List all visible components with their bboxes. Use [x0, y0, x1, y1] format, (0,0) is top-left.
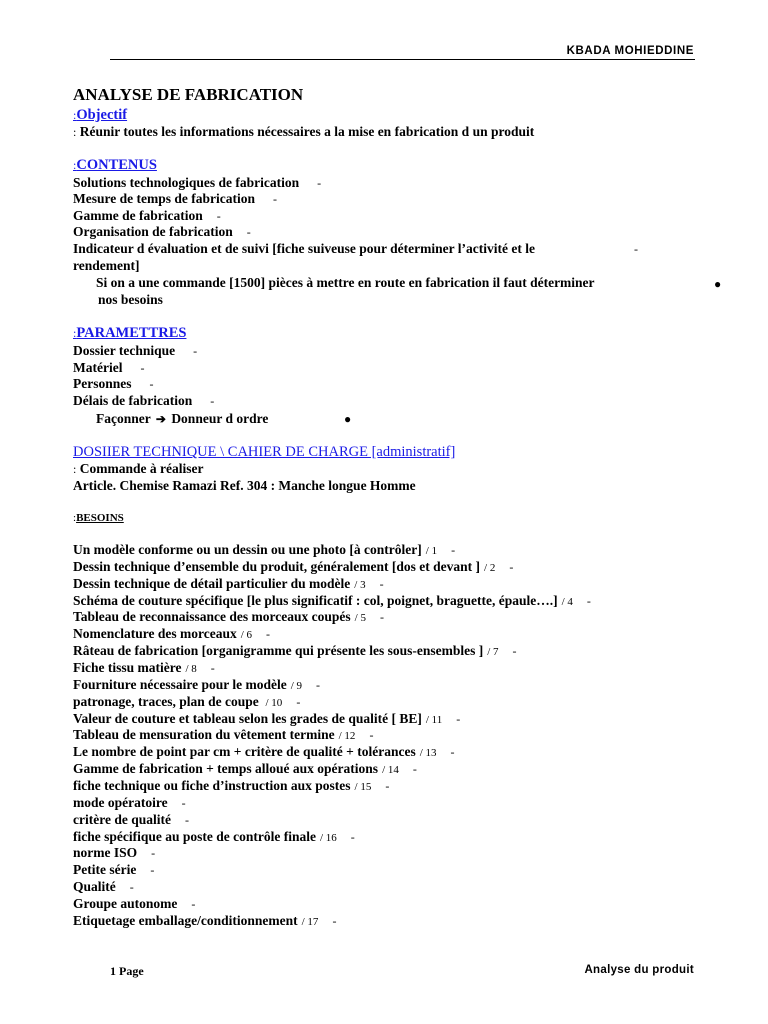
besoins-item-number: / 14: [382, 764, 399, 776]
besoins-item-text: Petite série: [73, 862, 137, 878]
faconner-line: Façonner ➔ Donneur d ordre: [96, 411, 269, 426]
bullet-icon: ●: [714, 277, 722, 291]
besoins-item: [73, 593, 591, 610]
besoins-item-text: norme ISO: [73, 845, 138, 861]
besoins-item-number: / 10: [262, 696, 283, 709]
besoins-item: [73, 829, 355, 846]
author-name: KBADA MOHIEDDINE: [566, 45, 694, 57]
besoins-item-number: / 12: [338, 730, 356, 743]
besoins-item-dash: -: [184, 812, 189, 827]
besoins-item-number: / 2: [484, 561, 496, 574]
besoins-item-number: / 7: [487, 646, 499, 659]
contenus-item: Indicateur d évaluation et de suivi [fiche suiveuse pour déterminer l’activité et le: [73, 241, 535, 256]
footer-title: Analyse du produit: [584, 964, 694, 976]
besoins-item-text: patronage, traces, plan de coupe: [73, 693, 259, 709]
objectif-label: Objectif: [76, 107, 128, 123]
besoins-item: [73, 609, 384, 626]
besoins-item: [73, 812, 189, 828]
section-objectif: :Objectif: [73, 107, 128, 123]
contenus-item: Organisation de fabrication -: [73, 224, 251, 239]
besoins-item-number: / 11: [425, 713, 443, 726]
section-besoins: :BESOINS: [73, 512, 124, 524]
besoins-item-text: Etiquetage emballage/conditionnement: [73, 912, 298, 928]
besoins-item-dash: -: [369, 728, 374, 743]
besoins-item-text: Tableau de mensuration du vêtement termine: [73, 727, 335, 743]
contenus-item: Mesure de temps de fabrication -: [73, 191, 277, 206]
besoins-item-text: Groupe autonome: [73, 895, 178, 911]
page-title: ANALYSE DE FABRICATION: [73, 85, 304, 104]
besoins-item-dash: -: [385, 778, 390, 793]
besoins-item-dash: -: [509, 559, 514, 574]
besoins-item: [73, 778, 389, 795]
parametres-label: PARAMETTRES: [76, 325, 187, 341]
arrow-right-icon: ➔: [155, 412, 166, 426]
contenus-item: Gamme de fabrication -: [73, 208, 221, 223]
besoins-item-number: / 4: [561, 595, 573, 608]
parametres-item: Personnes -: [73, 376, 154, 391]
besoins-item-number: / 17: [301, 915, 319, 928]
besoins-item: [73, 761, 417, 778]
besoins-item-dash: -: [456, 711, 461, 726]
besoins-item: [73, 795, 186, 811]
besoins-item-dash: -: [350, 829, 355, 844]
besoins-item-dash: -: [210, 661, 215, 675]
besoins-item-dash: -: [151, 846, 156, 861]
besoins-item: [73, 559, 513, 576]
besoins-item-number: / 8: [185, 663, 197, 675]
besoins-item-number: / 15: [354, 780, 372, 793]
besoins-item-number: / 16: [319, 831, 337, 844]
besoins-item-text: Tableau de reconnaissance des morceaux coupés: [73, 609, 351, 625]
besoins-item: [73, 727, 373, 744]
besoins-item-dash: -: [451, 543, 456, 557]
contenus-item: rendement]: [73, 258, 140, 273]
besoins-item-text: Qualité: [73, 879, 116, 894]
besoins-item: [73, 744, 455, 761]
besoins-item: [73, 862, 154, 878]
besoins-item: [73, 643, 517, 660]
contenus-item: Solutions technologiques de fabrication -: [73, 175, 322, 190]
besoins-item-text: Râteau de fabrication [organigramme qui présente les sous-ensembles ]: [73, 643, 484, 659]
besoins-item-dash: -: [412, 762, 417, 776]
besoins-item-text: fiche spécifique au poste de contrôle finale: [73, 828, 316, 844]
besoins-item: [73, 660, 215, 677]
besoins-item-text: Gamme de fabrication + temps alloué aux opérations: [73, 761, 379, 776]
contenus-dash: -: [634, 242, 638, 256]
besoins-item-dash: -: [129, 880, 134, 894]
besoins-item: [73, 913, 336, 930]
besoins-item-dash: -: [266, 627, 271, 642]
besoins-item-number: / 3: [354, 578, 366, 591]
besoins-item-number: / 1: [425, 545, 438, 557]
besoins-item-number: / 5: [354, 612, 366, 625]
besoins-item-dash: -: [296, 694, 301, 709]
besoins-item-number: / 9: [290, 679, 303, 692]
besoins-item-text: Schéma de couture spécifique [le plus significatif : col, poignet, braguette, épaule….]: [73, 592, 558, 608]
besoins-item-number: / 13: [419, 747, 437, 760]
besoins-item-text: mode opératoire: [73, 794, 168, 810]
besoins-item-text: Valeur de couture et tableau selon les grades de qualité [ BE]: [73, 710, 422, 726]
besoins-item: [73, 879, 134, 895]
contenus-bullet-text: nos besoins: [98, 292, 163, 307]
besoins-item-number: / 6: [240, 629, 253, 642]
besoins-item-dash: -: [586, 593, 591, 608]
besoins-item-dash: -: [181, 795, 186, 810]
besoins-item: [73, 711, 460, 728]
besoins-item-text: Dessin technique de détail particulier du modèle: [73, 575, 351, 591]
besoins-item: [73, 626, 270, 643]
besoins-item: [73, 677, 320, 694]
header-rule: [110, 59, 695, 60]
parametres-item: Dossier technique -: [73, 343, 198, 358]
bullet-icon: ●: [344, 412, 352, 426]
besoins-item-dash: -: [450, 745, 455, 760]
parametres-item: Matériel -: [73, 360, 145, 375]
besoins-item: [73, 845, 155, 861]
besoins-item-dash: -: [512, 644, 517, 659]
besoins-item-text: Nomenclature des morceaux: [73, 626, 237, 642]
besoins-item: [73, 694, 300, 711]
besoins-item-dash: -: [150, 863, 155, 878]
page-number: 1 Page: [110, 964, 144, 978]
section-contenus: :CONTENUS: [73, 157, 157, 173]
besoins-item-text: Fourniture nécessaire pour le modèle: [73, 676, 287, 692]
besoins-item: [73, 542, 455, 559]
article-line: Article. Chemise Ramazi Ref. 304 : Manche longue Homme: [73, 478, 416, 493]
besoins-item-dash: -: [316, 677, 321, 692]
section-parametres: :PARAMETTRES: [73, 325, 187, 341]
besoins-item-text: Un modèle conforme ou un dessin ou une photo [à contrôler]: [73, 542, 422, 557]
parametres-item: Délais de fabrication -: [73, 393, 215, 408]
besoins-item-dash: -: [379, 576, 384, 591]
commande-line: : Commande à réaliser: [73, 461, 204, 476]
section-dossier: DOSIIER TECHNIQUE \ CAHIER DE CHARGE [administratif]: [73, 444, 456, 460]
besoins-item-text: Dessin technique d’ensemble du produit, généralement [dos et devant ]: [73, 558, 481, 574]
besoins-item-dash: -: [379, 610, 384, 625]
besoins-item-dash: -: [191, 896, 196, 911]
besoins-item-dash: -: [332, 913, 337, 928]
contenus-bullet-text: Si on a une commande [1500] pièces à mettre en route en fabrication il faut déterminer: [96, 275, 595, 290]
besoins-item: [73, 576, 384, 593]
besoins-item: [73, 896, 195, 912]
objectif-text: : Réunir toutes les informations nécessaires a la mise en fabrication d un produit: [73, 124, 535, 139]
contenus-label: CONTENUS: [76, 157, 157, 173]
besoins-item-text: Le nombre de point par cm + critère de qualité + tolérances: [73, 744, 416, 760]
besoins-item-text: fiche technique ou fiche d’instruction aux postes: [73, 777, 351, 793]
besoins-item-text: critère de qualité: [73, 811, 171, 827]
besoins-item-text: Fiche tissu matière: [73, 660, 182, 675]
